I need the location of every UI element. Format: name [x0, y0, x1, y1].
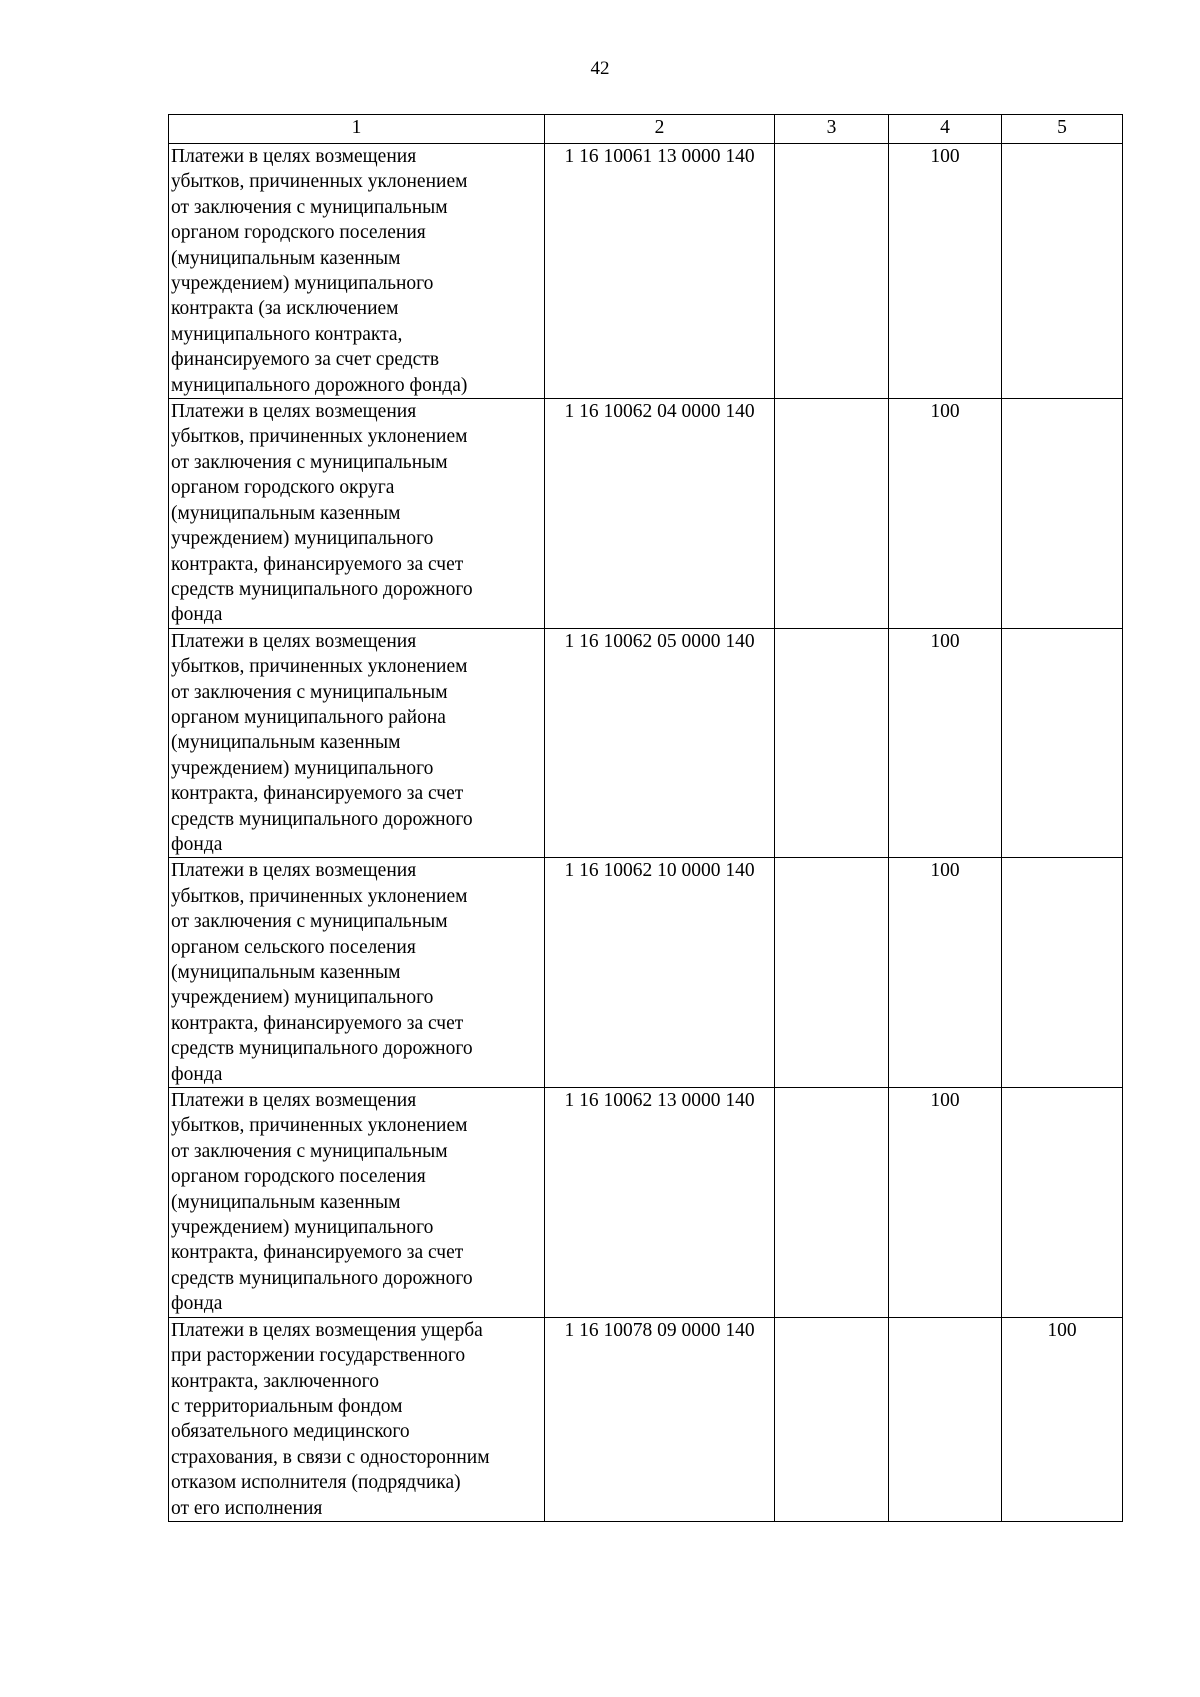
description-line: средств муниципального дорожного — [171, 1267, 473, 1289]
description-line: убытков, причиненных уклонением — [171, 171, 468, 193]
table-row — [169, 399, 1123, 629]
page-number: 42 — [590, 58, 610, 79]
budget-classification-code: 1 16 10078 09 0000 140 — [545, 1317, 775, 1521]
percent-cell-col4: 100 — [889, 1088, 1002, 1318]
description-line: страхования, в связи с односторонним — [171, 1446, 490, 1468]
description-line: контракта, финансируемого за счет — [171, 553, 464, 575]
payment-description — [169, 144, 545, 399]
description-line: Платежи в целях возмещения — [171, 401, 417, 423]
payment-description — [169, 1317, 545, 1521]
description-line: контракта, заключенного — [171, 1370, 379, 1392]
description-line: Платежи в целях возмещения ущерба — [171, 1319, 483, 1341]
percent-cell-col5 — [1002, 1088, 1123, 1318]
description-line: органом городского округа — [171, 477, 395, 499]
description-line: финансируемого за счет средств — [171, 349, 440, 371]
description-line: от заключения с муниципальным — [171, 681, 448, 703]
header-col-5: 5 — [1002, 115, 1123, 144]
description-line: убытков, причиненных уклонением — [171, 656, 468, 678]
description-line: при расторжении государственного — [171, 1345, 466, 1367]
revenue-distribution-table — [168, 114, 1123, 1522]
table-row — [169, 628, 1123, 858]
description-line: (муниципальным казенным — [171, 962, 401, 983]
description-line: органом городского поселения — [171, 1166, 426, 1188]
description-line: Платежи в целях возмещения — [171, 146, 417, 167]
description-line: контракта (за исключением — [171, 298, 399, 320]
percent-cell-col5 — [1002, 144, 1123, 399]
description-line: средств муниципального дорожного — [171, 808, 473, 830]
percent-cell-col3 — [775, 1317, 889, 1521]
description-line: учреждением) муниципального — [171, 987, 434, 1009]
description-line: контракта, финансируемого за счет — [171, 1012, 464, 1034]
table-header — [169, 115, 1123, 144]
budget-classification-code: 1 16 10062 04 0000 140 — [545, 399, 775, 629]
description-line: обязательного медицинского — [171, 1421, 410, 1443]
percent-cell-col3 — [775, 858, 889, 1088]
description-line: с территориальным фондом — [171, 1395, 403, 1417]
table-body — [169, 144, 1123, 1522]
description-line: (муниципальным казенным — [171, 247, 401, 269]
header-col-3: 3 — [775, 115, 889, 144]
budget-classification-code: 1 16 10062 05 0000 140 — [545, 628, 775, 858]
description-line: от заключения с муниципальным — [171, 1140, 448, 1162]
description-line: учреждением) муниципального — [171, 528, 434, 550]
percent-cell-col4: 100 — [889, 144, 1002, 399]
description-line: учреждением) муниципального — [171, 273, 434, 295]
table-row — [169, 1317, 1123, 1521]
payment-description — [169, 858, 545, 1088]
description-line: фонда — [171, 1063, 223, 1085]
description-line: (муниципальным казенным — [171, 1191, 401, 1213]
description-line: от его исполнения — [171, 1497, 323, 1519]
payment-description — [169, 399, 545, 629]
header-row — [169, 115, 1123, 144]
percent-cell-col5 — [1002, 858, 1123, 1088]
description-line: Платежи в целях возмещения — [171, 1090, 417, 1112]
description-line: средств муниципального дорожного — [171, 578, 473, 600]
percent-cell-col4: 100 — [889, 628, 1002, 858]
description-line: фонда — [171, 604, 223, 626]
description-line: от заключения с муниципальным — [171, 196, 448, 218]
description-line: муниципального дорожного фонда) — [171, 374, 468, 396]
description-line: органом городского поселения — [171, 222, 426, 244]
header-col-2: 2 — [545, 115, 775, 144]
budget-classification-code: 1 16 10062 10 0000 140 — [545, 858, 775, 1088]
description-line: от заключения с муниципальным — [171, 911, 448, 933]
description-line: (муниципальным казенным — [171, 502, 401, 524]
percent-cell-col5: 100 — [1002, 1317, 1123, 1521]
description-line: отказом исполнителя (подрядчика) — [171, 1472, 461, 1494]
percent-cell-col4: 100 — [889, 399, 1002, 629]
description-line: Платежи в целях возмещения — [171, 860, 417, 882]
description-line: фонда — [171, 833, 223, 855]
percent-cell-col3 — [775, 399, 889, 629]
description-line: от заключения с муниципальным — [171, 451, 448, 473]
description-line: убытков, причиненных уклонением — [171, 885, 468, 907]
description-line: органом сельского поселения — [171, 936, 416, 958]
percent-cell-col4: 100 — [889, 858, 1002, 1088]
percent-cell-col3 — [775, 144, 889, 399]
percent-cell-col3 — [775, 628, 889, 858]
budget-classification-code: 1 16 10061 13 0000 140 — [545, 144, 775, 399]
percent-cell-col5 — [1002, 628, 1123, 858]
percent-cell-col3 — [775, 1088, 889, 1318]
header-col-4: 4 — [889, 115, 1002, 144]
description-line: учреждением) муниципального — [171, 1217, 434, 1239]
description-line: муниципального контракта, — [171, 323, 403, 345]
description-line: контракта, финансируемого за счет — [171, 783, 464, 805]
description-line: Платежи в целях возмещения — [171, 630, 417, 652]
payment-description — [169, 628, 545, 858]
description-line: контракта, финансируемого за счет — [171, 1242, 464, 1264]
description-line: убытков, причиненных уклонением — [171, 1115, 468, 1137]
description-line: органом муниципального района — [171, 706, 446, 728]
percent-cell-col4 — [889, 1317, 1002, 1521]
payment-description — [169, 1088, 545, 1318]
budget-classification-code: 1 16 10062 13 0000 140 — [545, 1088, 775, 1318]
table-row — [169, 858, 1123, 1088]
description-line: учреждением) муниципального — [171, 757, 434, 779]
description-line: фонда — [171, 1293, 223, 1315]
description-line: (муниципальным казенным — [171, 732, 401, 754]
table-row — [169, 1088, 1123, 1318]
percent-cell-col5 — [1002, 399, 1123, 629]
table-row — [169, 144, 1123, 399]
description-line: убытков, причиненных уклонением — [171, 426, 468, 448]
header-col-1: 1 — [169, 115, 545, 144]
description-line: средств муниципального дорожного — [171, 1038, 473, 1060]
